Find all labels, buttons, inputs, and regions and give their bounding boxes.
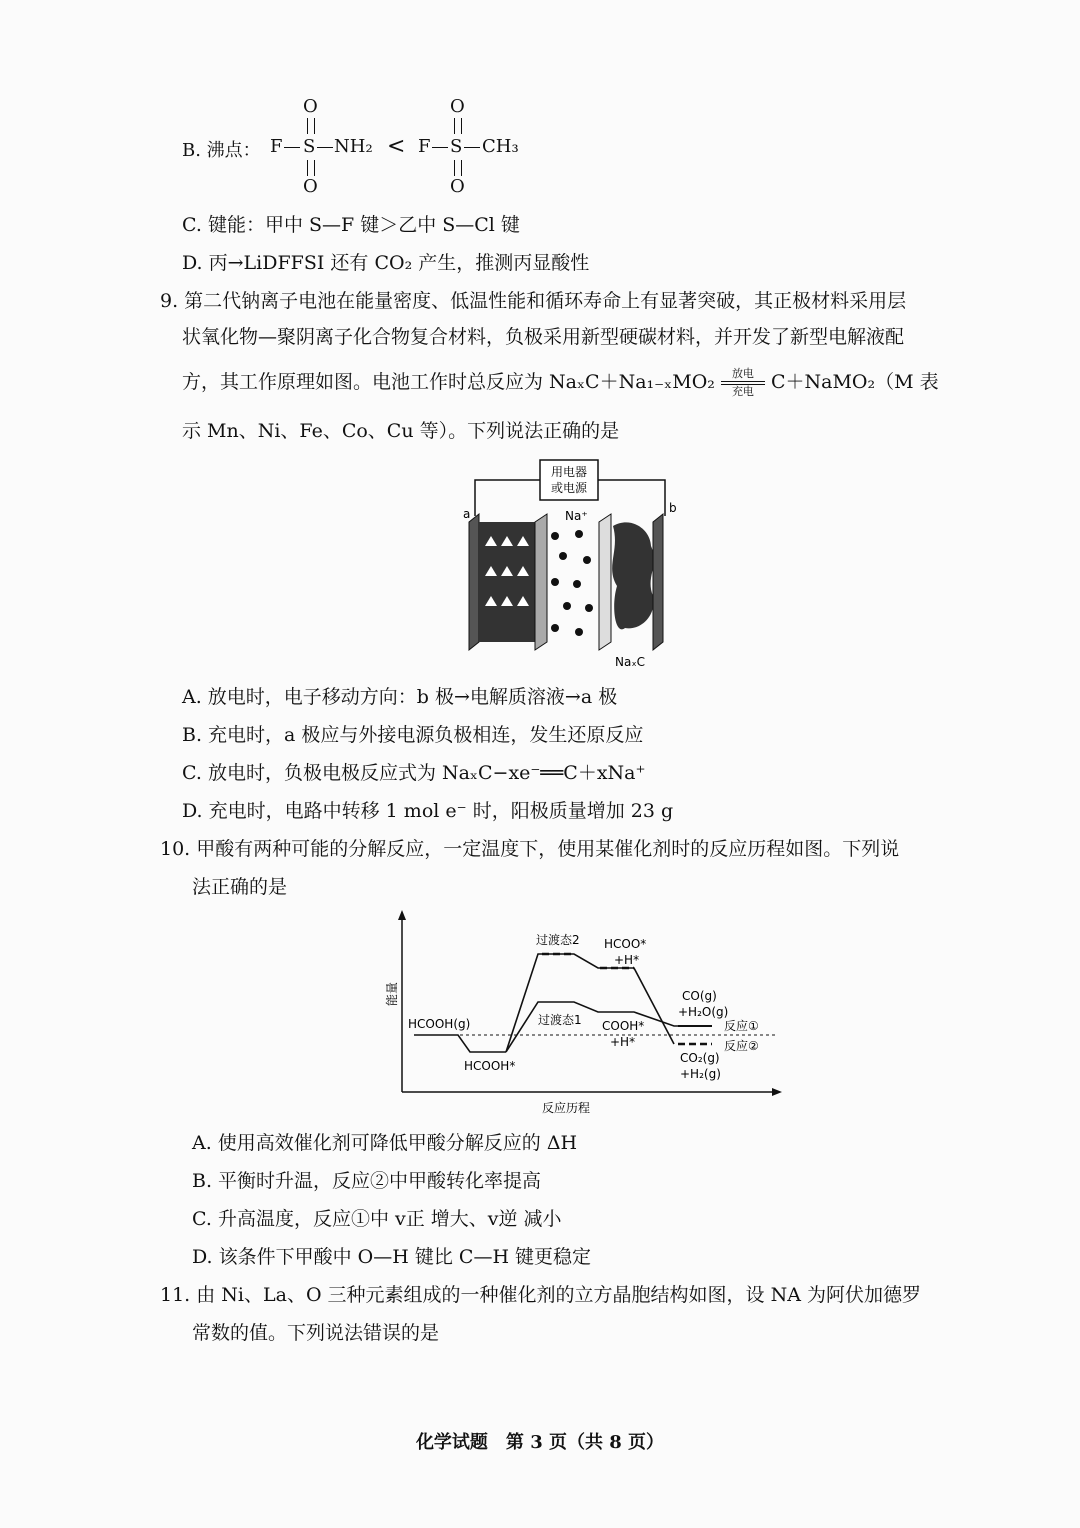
device-label-2: 或电源 (550, 481, 588, 495)
y-axis-label: 能量 (385, 981, 399, 1006)
cooh-label-1: COOH* (602, 1019, 645, 1033)
hcooh-ads-label: HCOOH* (464, 1059, 516, 1073)
reversible-arrow (721, 368, 765, 398)
atom-o: O (450, 96, 465, 117)
atom-o: O (303, 176, 318, 197)
group-ch3: CH₃ (482, 136, 519, 157)
separator (599, 514, 611, 650)
cooh-label-2: +H* (610, 1035, 636, 1049)
electrode-a-label: a (463, 507, 471, 521)
question-9-line3 (182, 368, 939, 398)
energy-profile-chart (378, 906, 788, 1120)
hard-carbon (612, 522, 654, 629)
option-8c: C. 键能：甲中 S—F 键＞乙中 S—Cl 键 (182, 214, 520, 236)
co-label-2: +H₂O(g) (678, 1005, 729, 1019)
reaction2-label: 反应② (724, 1039, 759, 1053)
option-8b (182, 96, 542, 196)
atom-f: F (270, 136, 283, 157)
question-9-line1: 9. 第二代钠离子电池在能量密度、低温性能和循环寿命上有显著突破，其正极材料采用层 (160, 290, 907, 312)
atom-o: O (303, 96, 318, 117)
na-ions (551, 530, 593, 636)
option-8b-prefix: B. 沸点： (182, 140, 261, 161)
electrode-a (469, 514, 479, 650)
ts1-label: 过渡态1 (538, 1013, 582, 1027)
wire (598, 480, 665, 516)
atom-s: S (450, 136, 463, 157)
na-ion-label: Na⁺ (565, 509, 588, 523)
option-8d: D. 丙→LiDFFSI 还有 CO₂ 产生，推测丙显酸性 (182, 252, 590, 274)
question-9-line4: 示 Mn、Ni、Fe、Co、Cu 等）。下列说法正确的是 (182, 420, 620, 442)
x-axis-label: 反应历程 (542, 1101, 591, 1115)
less-than-sign: < (387, 134, 406, 159)
electrode-b (653, 514, 663, 650)
option-9a: A. 放电时，电子移动方向：b 极→电解质溶液→a 极 (182, 686, 618, 708)
page-footer: 化学试题 第 3 页（共 8 页） (415, 1432, 665, 1453)
co2-label-2: +H₂(g) (680, 1067, 721, 1081)
option-9c: C. 放电时，负极电极反应式为 NaₓC−xe⁻══C＋xNa⁺ (182, 762, 646, 784)
wire (475, 480, 540, 516)
atom-s: S (303, 136, 316, 157)
option-9b: B. 充电时，a 极应与外接电源负极相连，发生还原反应 (182, 724, 644, 746)
reaction1-label: 反应① (724, 1019, 759, 1033)
question-11-line1: 11. 由 Ni、La、O 三种元素组成的一种催化剂的立方晶胞结构如图，设 NA 为阿伏加德罗 (160, 1284, 921, 1306)
hcoo-label-1: HCOO* (604, 937, 647, 951)
atom-o: O (450, 176, 465, 197)
hcooh-g-label: HCOOH(g) (408, 1017, 471, 1031)
group-nh2: NH₂ (334, 136, 373, 157)
discharge-label: 放电 (731, 367, 754, 380)
ts2-label: 过渡态2 (536, 933, 580, 947)
total-reaction-left: 方，其工作原理如图。电池工作时总反应为 NaₓC＋Na₁₋ₓMO₂ (182, 371, 715, 393)
device-label-1: 用电器 (550, 465, 588, 479)
question-10-line2: 法正确的是 (192, 876, 288, 898)
charge-label: 充电 (731, 385, 754, 398)
separator (535, 514, 547, 650)
co2-label-1: CO₂(g) (680, 1051, 720, 1065)
option-10a: A. 使用高效催化剂可降低甲酸分解反应的 ΔH (192, 1132, 578, 1154)
question-10-line1: 10. 甲酸有两种可能的分解反应，一定温度下，使用某催化剂时的反应历程如图。下列说 (160, 838, 900, 860)
electrode-b-label: b (669, 501, 677, 515)
naxc-label: NaₓC (615, 655, 646, 669)
hcoo-label-2: +H* (614, 953, 640, 967)
battery-diagram (455, 456, 695, 670)
total-reaction-right: C＋NaMO₂（M 表 (770, 371, 939, 393)
option-10c: C. 升高温度，反应①中 v正 增大、v逆 减小 (192, 1208, 562, 1230)
option-10b: B. 平衡时升温，反应②中甲酸转化率提高 (192, 1170, 542, 1192)
option-10d: D. 该条件下甲酸中 O—H 键比 C—H 键更稳定 (192, 1246, 592, 1268)
option-9d: D. 充电时，电路中转移 1 mol e⁻ 时，阳极质量增加 23 g (182, 800, 674, 822)
question-11-line2: 常数的值。下列说法错误的是 (192, 1322, 440, 1344)
atom-f: F (418, 136, 431, 157)
question-9-line2: 状氧化物—聚阴离子化合物复合材料，负极采用新型硬碳材料，并开发了新型电解液配 (182, 326, 905, 348)
co-label-1: CO(g) (682, 989, 717, 1003)
